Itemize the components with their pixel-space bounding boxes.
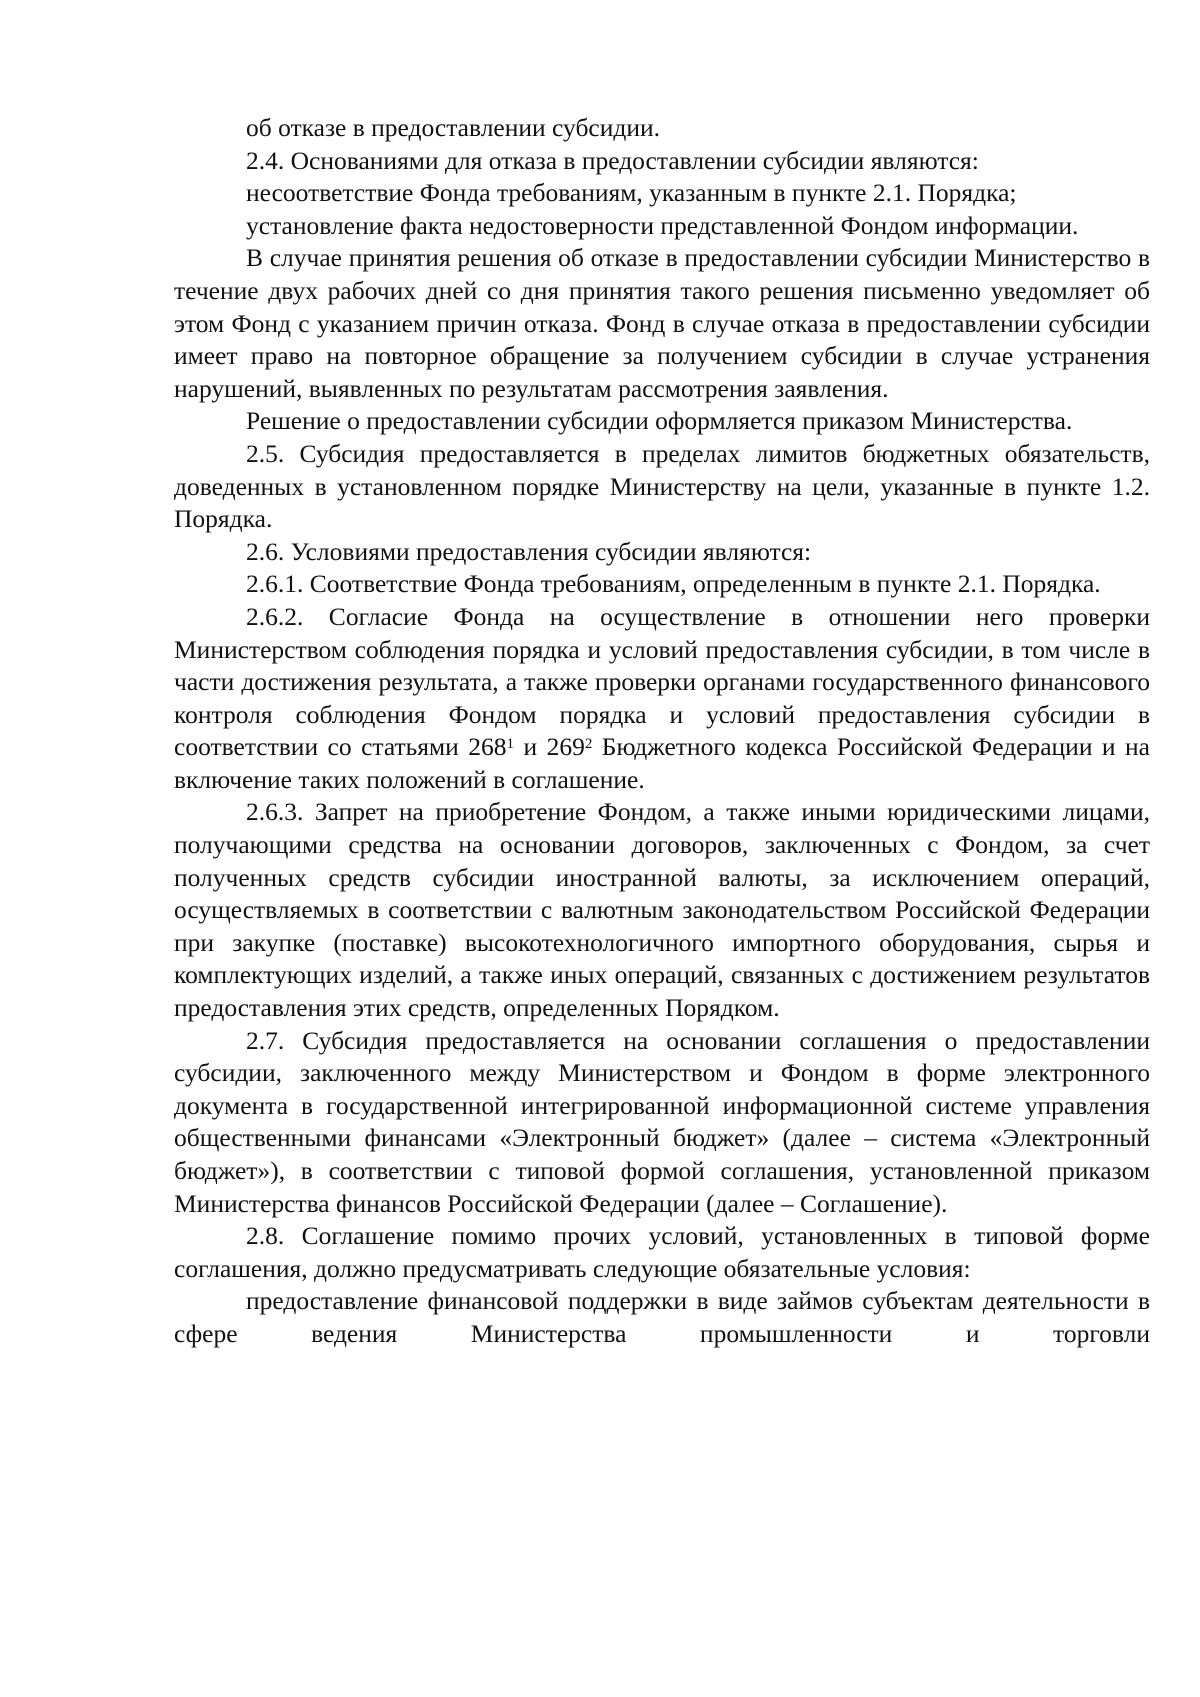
footnote-superscript-1: 1 — [506, 735, 515, 752]
paragraph-2-7: 2.7. Субсидия предоставляется на основании соглашения о предоставлении субсидии, заключенного между Министерством и Фондом в форме электронного документа в государственной интегрированной информационной системе управления общественными финансами «Электронный бюджет» (далее – система «Электронный бюджет»), в соответствии с типовой формой соглашения, установленной приказом Министерства финансов Российской Федерации (далее – Соглашение). — [174, 1025, 1150, 1218]
paragraph-2-6-2-part3: Бюджетного кодекса Российской Федерации и на включение таких положений в соглашение. — [174, 732, 1151, 794]
paragraph-2-4-b: установление факта недостоверности представленной Фондом информации. — [246, 210, 1079, 240]
footnote-superscript-2: 2 — [584, 735, 593, 752]
paragraph-2-8: 2.8. Соглашение помимо прочих условий, установленных в типовой форме соглашения, должно предусматривать следующие обязательные условия: — [174, 1221, 1150, 1283]
paragraph-2-6-2-part1: 2.6.2. Согласие Фонда на осуществление в отношении него проверки Министерством соблюдения порядка и условий предоставления субсидии, в том числе в части достижения результата, а также проверки органами государственного финансового контроля соблюдения Фондом порядка и условий предоставления субсидии в соответствии со статьями 268 — [174, 601, 1150, 762]
paragraph-2-6-2-part2: и 269 — [514, 732, 585, 762]
paragraph-refusal-decision-end: об отказе в предоставлении субсидии. — [246, 113, 661, 142]
paragraph-refusal-notice: В случае принятия решения об отказе в предоставлении субсидии Министерство в течение двух рабочих дней со дня принятия такого решения письменно уведомляет об этом Фонд с указанием причин отказа. Фонд в случае отказа в предоставлении субсидии имеет право на повторное обращение за получением субсидии в случае устранения нарушений, выявленных по результатам рассмотрения заявления. — [174, 243, 1150, 403]
paragraph-2-6-3: 2.6.3. Запрет на приобретение Фондом, а также иными юридическими лицами, получающими средства на основании договоров, заключенных с Фондом, за счет полученных средств субсидии иностранной валюты, за исключением операций, осуществляемых в соответствии с валютным законодательством Российской Федерации при закупке (поставке) высокотехнологичного импортного оборудования, сырья и комплектующих изделий, а также иных операций, связанных с достижением результатов предоставления этих средств, определенных Порядком. — [174, 797, 1150, 1023]
paragraph-2-6-1: 2.6.1. Соответствие Фонда требованиям, определенным в пункте 2.1. Порядка. — [246, 569, 1101, 599]
paragraph-decision-order: Решение о предоставлении субсидии оформляется приказом Министерства. — [246, 406, 1073, 436]
paragraph-2-4: 2.4. Основаниями для отказа в предоставлении субсидии являются: — [246, 145, 979, 175]
paragraph-2-5: 2.5. Субсидия предоставляется в пределах лимитов бюджетных обязательств, доведенных в установленном порядке Министерству на цели, указанные в пункте 1.2. Порядка. — [174, 438, 1150, 534]
document-page — [174, 112, 1150, 1351]
paragraph-2-6-2 — [174, 601, 1150, 797]
paragraph-2-4-a: несоответствие Фонда требованиям, указанным в пункте 2.1. Порядка; — [246, 178, 1017, 208]
paragraph-2-6: 2.6. Условиями предоставления субсидии являются: — [246, 536, 812, 566]
paragraph-2-8-a: предоставление финансовой поддержки в виде займов субъектам деятельности в сфере ведения Министерства промышленности и торговли — [174, 1286, 1150, 1348]
